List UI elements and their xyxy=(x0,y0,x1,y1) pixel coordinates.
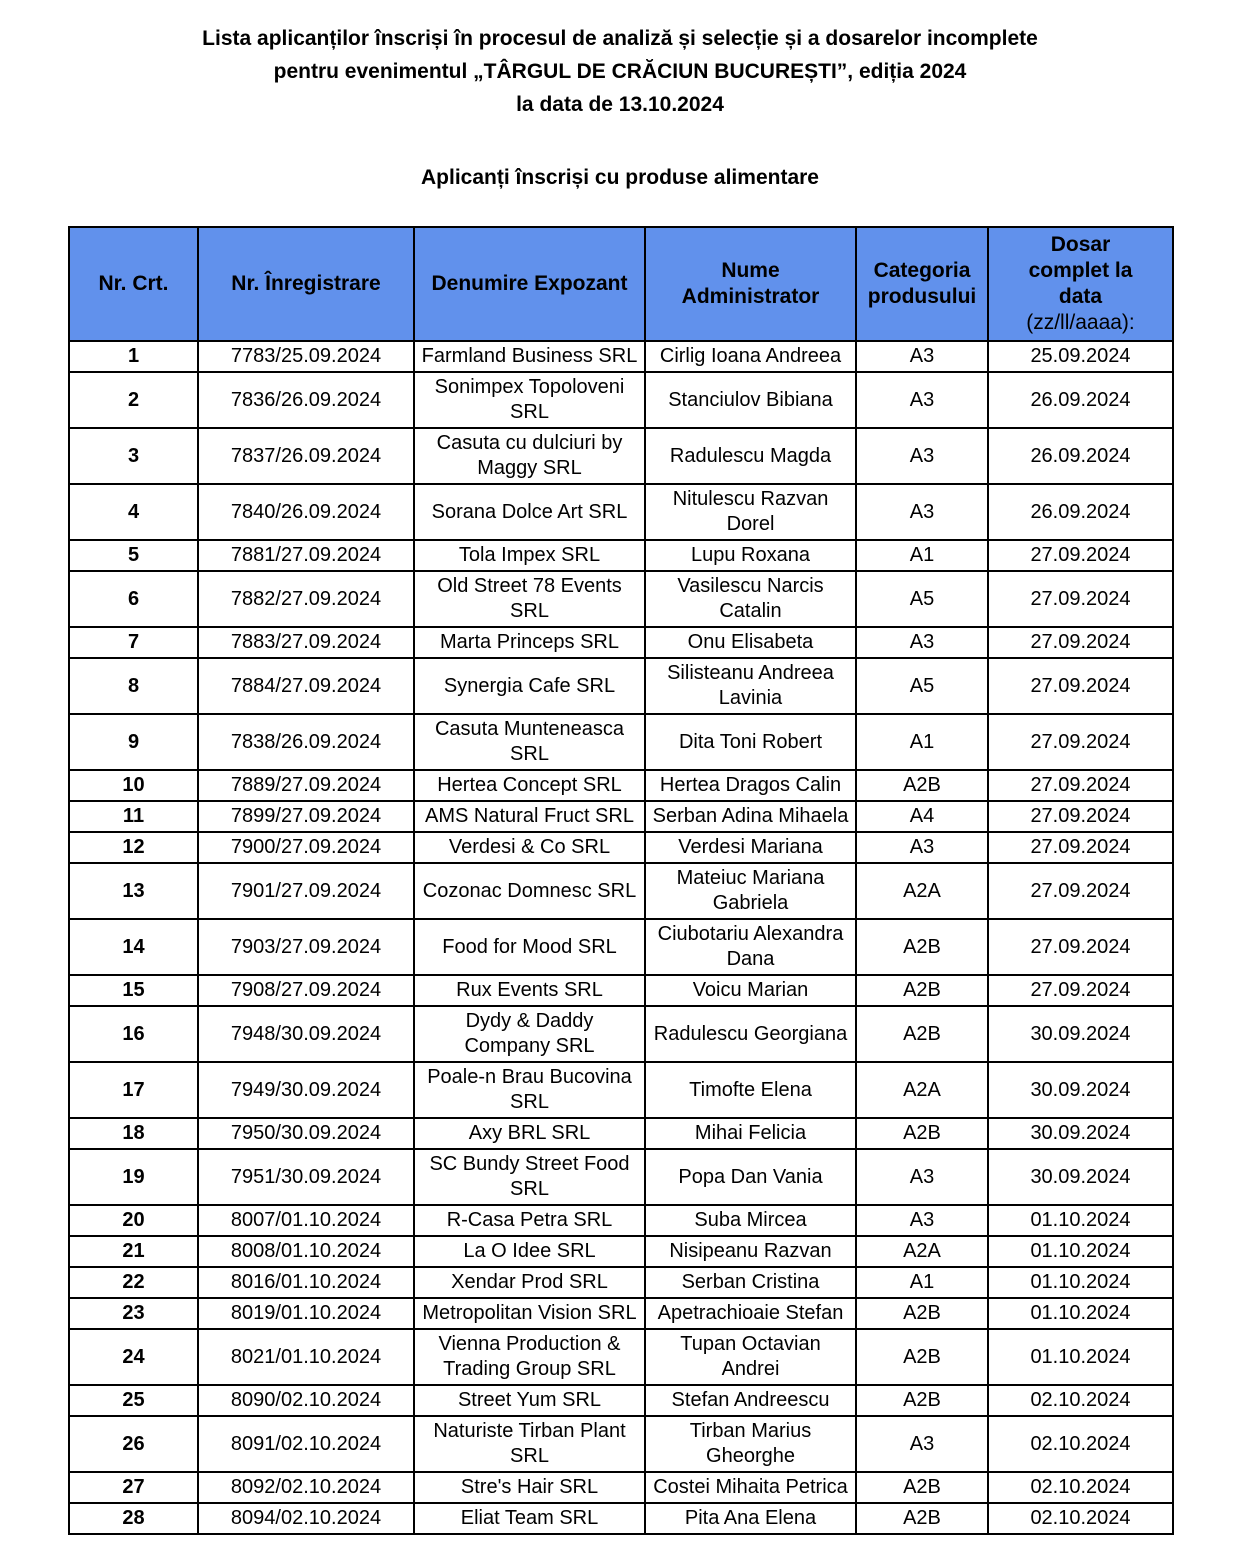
cell-dosar-complet-data: 26.09.2024 xyxy=(988,484,1173,540)
cell-dosar-complet-data: 26.09.2024 xyxy=(988,372,1173,428)
cell-nume-administrator: Nisipeanu Razvan xyxy=(645,1236,856,1267)
header-nr-crt: Nr. Crt. xyxy=(69,227,198,341)
table-row xyxy=(69,484,1173,540)
cell-nume-administrator: Verdesi Mariana xyxy=(645,832,856,863)
cell-categoria-produsului: A2B xyxy=(856,919,988,975)
cell-dosar-complet-data: 01.10.2024 xyxy=(988,1329,1173,1385)
cell-nr-crt: 10 xyxy=(69,770,198,801)
cell-nr-inregistrare: 8091/02.10.2024 xyxy=(198,1416,414,1472)
cell-denumire-expozant: Metropolitan Vision SRL xyxy=(414,1298,645,1329)
cell-nume-administrator: Radulescu Magda xyxy=(645,428,856,484)
table-row xyxy=(69,1205,1173,1236)
cell-dosar-complet-data: 01.10.2024 xyxy=(988,1267,1173,1298)
cell-nume-administrator: Nitulescu Razvan Dorel xyxy=(645,484,856,540)
cell-denumire-expozant: R-Casa Petra SRL xyxy=(414,1205,645,1236)
cell-dosar-complet-data: 01.10.2024 xyxy=(988,1236,1173,1267)
cell-denumire-expozant: Axy BRL SRL xyxy=(414,1118,645,1149)
cell-nume-administrator: Stefan Andreescu xyxy=(645,1385,856,1416)
cell-categoria-produsului: A3 xyxy=(856,484,988,540)
cell-categoria-produsului: A2B xyxy=(856,1385,988,1416)
cell-nr-crt: 18 xyxy=(69,1118,198,1149)
cell-nr-inregistrare: 7882/27.09.2024 xyxy=(198,571,414,627)
cell-nume-administrator: Popa Dan Vania xyxy=(645,1149,856,1205)
header-denumire-expozant: Denumire Expozant xyxy=(414,227,645,341)
cell-nr-inregistrare: 8016/01.10.2024 xyxy=(198,1267,414,1298)
cell-dosar-complet-data: 02.10.2024 xyxy=(988,1416,1173,1472)
cell-denumire-expozant: SC Bundy Street Food SRL xyxy=(414,1149,645,1205)
cell-nume-administrator: Onu Elisabeta xyxy=(645,627,856,658)
cell-dosar-complet-data: 01.10.2024 xyxy=(988,1205,1173,1236)
cell-nr-inregistrare: 8008/01.10.2024 xyxy=(198,1236,414,1267)
table-row xyxy=(69,1472,1173,1503)
cell-nume-administrator: Stanciulov Bibiana xyxy=(645,372,856,428)
cell-nr-crt: 14 xyxy=(69,919,198,975)
cell-dosar-complet-data: 30.09.2024 xyxy=(988,1006,1173,1062)
cell-nr-inregistrare: 8094/02.10.2024 xyxy=(198,1503,414,1534)
cell-nr-crt: 6 xyxy=(69,571,198,627)
cell-denumire-expozant: AMS Natural Fruct SRL xyxy=(414,801,645,832)
table-row xyxy=(69,1416,1173,1472)
cell-nr-crt: 28 xyxy=(69,1503,198,1534)
header-categoria-produsului: Categoria produsului xyxy=(856,227,988,341)
cell-categoria-produsului: A3 xyxy=(856,341,988,372)
table-row xyxy=(69,627,1173,658)
cell-nume-administrator: Vasilescu Narcis Catalin xyxy=(645,571,856,627)
cell-dosar-complet-data: 25.09.2024 xyxy=(988,341,1173,372)
cell-nr-inregistrare: 8007/01.10.2024 xyxy=(198,1205,414,1236)
cell-dosar-complet-data: 30.09.2024 xyxy=(988,1149,1173,1205)
cell-categoria-produsului: A1 xyxy=(856,1267,988,1298)
cell-denumire-expozant: Sonimpex Topoloveni SRL xyxy=(414,372,645,428)
cell-nume-administrator: Silisteanu Andreea Lavinia xyxy=(645,658,856,714)
cell-nume-administrator: Pita Ana Elena xyxy=(645,1503,856,1534)
cell-categoria-produsului: A2A xyxy=(856,1236,988,1267)
cell-nume-administrator: Serban Cristina xyxy=(645,1267,856,1298)
table-row xyxy=(69,571,1173,627)
cell-denumire-expozant: Naturiste Tirban Plant SRL xyxy=(414,1416,645,1472)
cell-nr-crt: 17 xyxy=(69,1062,198,1118)
cell-dosar-complet-data: 27.09.2024 xyxy=(988,714,1173,770)
cell-nr-inregistrare: 7951/30.09.2024 xyxy=(198,1149,414,1205)
cell-nr-crt: 4 xyxy=(69,484,198,540)
cell-nr-inregistrare: 7883/27.09.2024 xyxy=(198,627,414,658)
cell-nr-inregistrare: 7908/27.09.2024 xyxy=(198,975,414,1006)
cell-categoria-produsului: A2B xyxy=(856,770,988,801)
cell-denumire-expozant: Casuta cu dulciuri by Maggy SRL xyxy=(414,428,645,484)
cell-denumire-expozant: Farmland Business SRL xyxy=(414,341,645,372)
cell-denumire-expozant: Tola Impex SRL xyxy=(414,540,645,571)
table-row xyxy=(69,919,1173,975)
cell-dosar-complet-data: 27.09.2024 xyxy=(988,571,1173,627)
cell-nr-inregistrare: 8090/02.10.2024 xyxy=(198,1385,414,1416)
cell-nume-administrator: Costei Mihaita Petrica xyxy=(645,1472,856,1503)
cell-denumire-expozant: Hertea Concept SRL xyxy=(414,770,645,801)
cell-categoria-produsului: A4 xyxy=(856,801,988,832)
cell-nr-inregistrare: 7881/27.09.2024 xyxy=(198,540,414,571)
table-row xyxy=(69,714,1173,770)
cell-dosar-complet-data: 27.09.2024 xyxy=(988,832,1173,863)
cell-denumire-expozant: Eliat Team SRL xyxy=(414,1503,645,1534)
cell-dosar-complet-data: 02.10.2024 xyxy=(988,1503,1173,1534)
table-row xyxy=(69,1236,1173,1267)
cell-denumire-expozant: Sorana Dolce Art SRL xyxy=(414,484,645,540)
header-nr-inregistrare: Nr. Înregistrare xyxy=(198,227,414,341)
table-row xyxy=(69,372,1173,428)
cell-categoria-produsului: A1 xyxy=(856,714,988,770)
table-row xyxy=(69,1062,1173,1118)
cell-dosar-complet-data: 27.09.2024 xyxy=(988,770,1173,801)
cell-categoria-produsului: A2A xyxy=(856,1062,988,1118)
cell-categoria-produsului: A2B xyxy=(856,1118,988,1149)
cell-categoria-produsului: A2A xyxy=(856,863,988,919)
cell-nr-crt: 13 xyxy=(69,863,198,919)
cell-nr-crt: 15 xyxy=(69,975,198,1006)
cell-denumire-expozant: Food for Mood SRL xyxy=(414,919,645,975)
cell-denumire-expozant: Street Yum SRL xyxy=(414,1385,645,1416)
table-row xyxy=(69,863,1173,919)
cell-categoria-produsului: A5 xyxy=(856,658,988,714)
cell-nr-inregistrare: 7837/26.09.2024 xyxy=(198,428,414,484)
cell-categoria-produsului: A2B xyxy=(856,1503,988,1534)
cell-nume-administrator: Tupan Octavian Andrei xyxy=(645,1329,856,1385)
cell-dosar-complet-data: 01.10.2024 xyxy=(988,1298,1173,1329)
cell-dosar-complet-data: 27.09.2024 xyxy=(988,919,1173,975)
cell-denumire-expozant: Casuta Munteneasca SRL xyxy=(414,714,645,770)
cell-categoria-produsului: A2B xyxy=(856,1472,988,1503)
cell-nr-crt: 11 xyxy=(69,801,198,832)
cell-categoria-produsului: A2B xyxy=(856,1006,988,1062)
cell-nr-crt: 25 xyxy=(69,1385,198,1416)
cell-dosar-complet-data: 30.09.2024 xyxy=(988,1118,1173,1149)
cell-categoria-produsului: A1 xyxy=(856,540,988,571)
cell-nr-inregistrare: 7889/27.09.2024 xyxy=(198,770,414,801)
cell-nr-crt: 26 xyxy=(69,1416,198,1472)
cell-denumire-expozant: Rux Events SRL xyxy=(414,975,645,1006)
cell-nr-inregistrare: 7838/26.09.2024 xyxy=(198,714,414,770)
cell-denumire-expozant: Xendar Prod SRL xyxy=(414,1267,645,1298)
cell-nume-administrator: Dita Toni Robert xyxy=(645,714,856,770)
cell-nume-administrator: Serban Adina Mihaela xyxy=(645,801,856,832)
table-row xyxy=(69,1329,1173,1385)
table-row xyxy=(69,801,1173,832)
cell-nume-administrator: Mihai Felicia xyxy=(645,1118,856,1149)
table-row xyxy=(69,832,1173,863)
cell-dosar-complet-data: 27.09.2024 xyxy=(988,627,1173,658)
cell-nr-inregistrare: 7950/30.09.2024 xyxy=(198,1118,414,1149)
table-row xyxy=(69,1267,1173,1298)
cell-nume-administrator: Suba Mircea xyxy=(645,1205,856,1236)
cell-dosar-complet-data: 30.09.2024 xyxy=(988,1062,1173,1118)
cell-categoria-produsului: A5 xyxy=(856,571,988,627)
table-row xyxy=(69,1298,1173,1329)
table-row xyxy=(69,540,1173,571)
applicants-table-body xyxy=(69,341,1173,1534)
cell-categoria-produsului: A3 xyxy=(856,372,988,428)
table-row xyxy=(69,770,1173,801)
table-row xyxy=(69,1006,1173,1062)
table-row xyxy=(69,1503,1173,1534)
cell-nr-crt: 24 xyxy=(69,1329,198,1385)
cell-nume-administrator: Voicu Marian xyxy=(645,975,856,1006)
cell-nr-crt: 20 xyxy=(69,1205,198,1236)
cell-categoria-produsului: A2B xyxy=(856,1329,988,1385)
cell-nume-administrator: Cirlig Ioana Andreea xyxy=(645,341,856,372)
cell-dosar-complet-data: 02.10.2024 xyxy=(988,1472,1173,1503)
cell-categoria-produsului: A3 xyxy=(856,1205,988,1236)
cell-categoria-produsului: A3 xyxy=(856,428,988,484)
cell-nr-crt: 16 xyxy=(69,1006,198,1062)
cell-denumire-expozant: Verdesi & Co SRL xyxy=(414,832,645,863)
cell-denumire-expozant: Stre's Hair SRL xyxy=(414,1472,645,1503)
cell-categoria-produsului: A2B xyxy=(856,1298,988,1329)
cell-nr-inregistrare: 7903/27.09.2024 xyxy=(198,919,414,975)
cell-denumire-expozant: Dydy & Daddy Company SRL xyxy=(414,1006,645,1062)
header-dosar-complet xyxy=(988,227,1173,341)
cell-nr-crt: 5 xyxy=(69,540,198,571)
cell-nume-administrator: Mateiuc Mariana Gabriela xyxy=(645,863,856,919)
header-dosar-format-note: (zz/ll/aaaa): xyxy=(1026,311,1135,334)
cell-dosar-complet-data: 27.09.2024 xyxy=(988,540,1173,571)
table-row xyxy=(69,428,1173,484)
section-subtitle: Aplicanți înscriși cu produse alimentare xyxy=(421,166,819,189)
cell-nr-crt: 7 xyxy=(69,627,198,658)
cell-nume-administrator: Ciubotariu Alexandra Dana xyxy=(645,919,856,975)
cell-nume-administrator: Hertea Dragos Calin xyxy=(645,770,856,801)
cell-nume-administrator: Timofte Elena xyxy=(645,1062,856,1118)
cell-nume-administrator: Apetrachioaie Stefan xyxy=(645,1298,856,1329)
cell-categoria-produsului: A3 xyxy=(856,1149,988,1205)
header-dosar-label: Dosar complet la data xyxy=(1028,233,1133,308)
cell-nr-crt: 2 xyxy=(69,372,198,428)
cell-denumire-expozant: Old Street 78 Events SRL xyxy=(414,571,645,627)
cell-nr-crt: 1 xyxy=(69,341,198,372)
cell-nr-crt: 12 xyxy=(69,832,198,863)
cell-dosar-complet-data: 26.09.2024 xyxy=(988,428,1173,484)
cell-nr-inregistrare: 7948/30.09.2024 xyxy=(198,1006,414,1062)
cell-dosar-complet-data: 27.09.2024 xyxy=(988,863,1173,919)
cell-dosar-complet-data: 27.09.2024 xyxy=(988,658,1173,714)
cell-nr-crt: 8 xyxy=(69,658,198,714)
cell-categoria-produsului: A2B xyxy=(856,975,988,1006)
cell-categoria-produsului: A3 xyxy=(856,627,988,658)
cell-nr-crt: 9 xyxy=(69,714,198,770)
title-line-2: pentru evenimentul „TÂRGUL DE CRĂCIUN BUCUREȘTI”, ediția 2024 xyxy=(273,60,967,83)
cell-nr-crt: 27 xyxy=(69,1472,198,1503)
cell-nume-administrator: Lupu Roxana xyxy=(645,540,856,571)
cell-denumire-expozant: Vienna Production & Trading Group SRL xyxy=(414,1329,645,1385)
table-row xyxy=(69,658,1173,714)
cell-nr-crt: 3 xyxy=(69,428,198,484)
cell-nr-crt: 21 xyxy=(69,1236,198,1267)
header-nume-administrator: Nume Administrator xyxy=(645,227,856,341)
cell-denumire-expozant: Marta Princeps SRL xyxy=(414,627,645,658)
applicants-table xyxy=(68,226,1174,1535)
table-row xyxy=(69,1385,1173,1416)
table-header-row xyxy=(69,227,1173,341)
cell-denumire-expozant: Cozonac Domnesc SRL xyxy=(414,863,645,919)
cell-nr-inregistrare: 7783/25.09.2024 xyxy=(198,341,414,372)
title-line-3: la data de 13.10.2024 xyxy=(516,93,724,116)
cell-nume-administrator: Radulescu Georgiana xyxy=(645,1006,856,1062)
cell-nr-inregistrare: 7949/30.09.2024 xyxy=(198,1062,414,1118)
cell-nr-inregistrare: 7901/27.09.2024 xyxy=(198,863,414,919)
cell-categoria-produsului: A3 xyxy=(856,1416,988,1472)
cell-nr-inregistrare: 7900/27.09.2024 xyxy=(198,832,414,863)
cell-nr-inregistrare: 7899/27.09.2024 xyxy=(198,801,414,832)
title-line-1: Lista aplicanților înscriși în procesul de analiză și selecție și a dosarelor incomplete xyxy=(202,27,1038,50)
cell-denumire-expozant: Synergia Cafe SRL xyxy=(414,658,645,714)
cell-nr-crt: 19 xyxy=(69,1149,198,1205)
cell-dosar-complet-data: 02.10.2024 xyxy=(988,1385,1173,1416)
cell-nr-inregistrare: 7884/27.09.2024 xyxy=(198,658,414,714)
cell-nr-inregistrare: 8092/02.10.2024 xyxy=(198,1472,414,1503)
cell-nume-administrator: Tirban Marius Gheorghe xyxy=(645,1416,856,1472)
table-row xyxy=(69,1118,1173,1149)
cell-categoria-produsului: A3 xyxy=(856,832,988,863)
cell-dosar-complet-data: 27.09.2024 xyxy=(988,975,1173,1006)
cell-dosar-complet-data: 27.09.2024 xyxy=(988,801,1173,832)
table-row xyxy=(69,341,1173,372)
cell-nr-crt: 22 xyxy=(69,1267,198,1298)
cell-nr-crt: 23 xyxy=(69,1298,198,1329)
cell-nr-inregistrare: 8021/01.10.2024 xyxy=(198,1329,414,1385)
cell-nr-inregistrare: 7836/26.09.2024 xyxy=(198,372,414,428)
cell-denumire-expozant: Poale-n Brau Bucovina SRL xyxy=(414,1062,645,1118)
cell-nr-inregistrare: 7840/26.09.2024 xyxy=(198,484,414,540)
document-title xyxy=(0,0,1240,121)
table-row xyxy=(69,1149,1173,1205)
cell-nr-inregistrare: 8019/01.10.2024 xyxy=(198,1298,414,1329)
cell-denumire-expozant: La O Idee SRL xyxy=(414,1236,645,1267)
table-row xyxy=(69,975,1173,1006)
